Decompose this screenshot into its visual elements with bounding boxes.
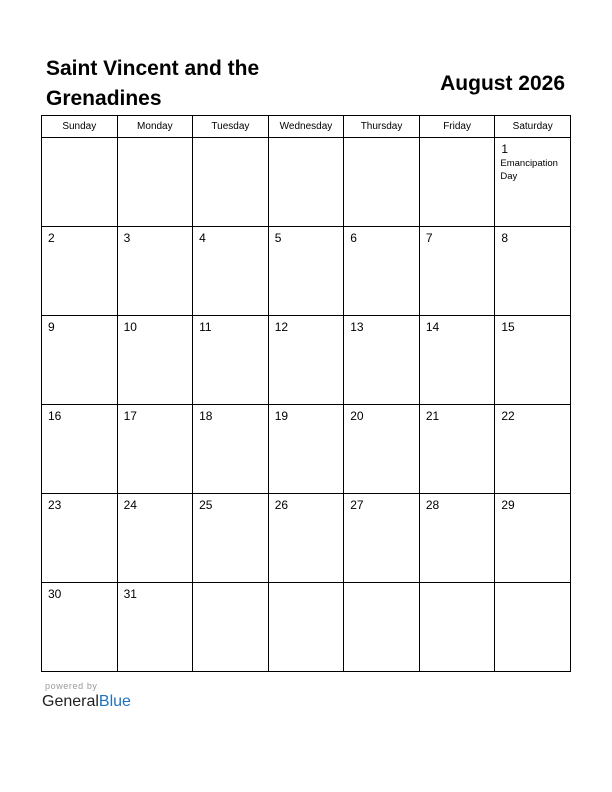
day-number: 18: [199, 409, 213, 423]
brand-general-text: General: [42, 693, 99, 710]
day-number: 17: [123, 409, 137, 423]
day-number: 12: [274, 320, 289, 334]
day-cell: [42, 405, 118, 494]
day-cell: [193, 227, 269, 316]
day-number: 28: [425, 498, 440, 512]
day-number: [193, 138, 268, 142]
day-number: 23: [48, 498, 62, 512]
day-number: 10: [123, 320, 137, 334]
day-number: [420, 583, 495, 587]
day-cell: [268, 316, 344, 405]
day-number: [420, 138, 495, 142]
empty-day-cell: [344, 138, 420, 227]
day-cell: [117, 227, 193, 316]
weekday-header: Monday: [117, 116, 193, 138]
day-cell: [495, 227, 571, 316]
day-number: 31: [123, 587, 137, 601]
day-number: [269, 583, 344, 587]
day-number: 2: [48, 231, 55, 245]
day-number: 5: [274, 231, 282, 245]
day-number: 15: [501, 320, 515, 334]
day-number: 16: [48, 409, 62, 423]
day-number: 22: [501, 409, 515, 423]
day-number: [344, 138, 419, 142]
day-number: [118, 138, 193, 142]
day-cell: [193, 494, 269, 583]
day-cell: [117, 316, 193, 405]
weekday-header: Friday: [419, 116, 495, 138]
day-cell: [419, 405, 495, 494]
day-number: 6: [350, 231, 357, 245]
month-year-label: August 2026: [440, 72, 565, 95]
weekday-header: Saturday: [495, 116, 571, 138]
week-row: [42, 405, 571, 494]
week-row: [42, 227, 571, 316]
day-number: 4: [199, 231, 206, 245]
day-number: 29: [501, 498, 515, 512]
calendar-title: Saint Vincent and the Grenadines: [46, 57, 260, 110]
day-number: [193, 583, 268, 587]
weekday-header: Tuesday: [193, 116, 269, 138]
empty-day-cell: [42, 138, 118, 227]
day-cell: [117, 494, 193, 583]
day-number: 11: [199, 320, 212, 334]
empty-day-cell: [193, 583, 269, 672]
day-cell: [495, 316, 571, 405]
week-row: [42, 583, 571, 672]
day-number: 24: [123, 498, 137, 512]
day-cell: [495, 138, 571, 227]
day-cell: [495, 405, 571, 494]
day-cell: [419, 494, 495, 583]
week-row: [42, 316, 571, 405]
day-number: 13: [350, 320, 364, 334]
day-number: 9: [48, 320, 55, 334]
week-row: [42, 138, 571, 227]
day-number: 3: [123, 231, 131, 245]
day-number: 14: [425, 320, 440, 334]
holiday-label: Emancipation Day: [500, 158, 558, 182]
empty-day-cell: [495, 583, 571, 672]
powered-by-label: powered by: [45, 681, 98, 691]
empty-day-cell: [268, 583, 344, 672]
calendar-grid: [41, 115, 571, 672]
day-cell: [117, 405, 193, 494]
weekday-header-row: [42, 116, 571, 138]
day-cell: [268, 494, 344, 583]
day-number: 26: [274, 498, 289, 512]
day-cell: [419, 227, 495, 316]
day-cell: [495, 494, 571, 583]
day-number: 8: [501, 231, 509, 245]
day-cell: [268, 405, 344, 494]
day-cell: [117, 583, 193, 672]
week-row: [42, 494, 571, 583]
day-cell: [344, 316, 420, 405]
day-number: [344, 583, 419, 587]
day-number: 1: [501, 142, 509, 156]
empty-day-cell: [193, 138, 269, 227]
day-number: 20: [350, 409, 364, 423]
day-cell: [42, 583, 118, 672]
day-number: [42, 138, 117, 142]
brand-blue-text: Blue: [98, 693, 131, 710]
weekday-header: Sunday: [42, 116, 118, 138]
day-cell: [42, 316, 118, 405]
day-cell: [419, 316, 495, 405]
day-number: [495, 583, 570, 587]
day-number: 7: [425, 231, 433, 245]
day-cell: [344, 227, 420, 316]
day-cell: [268, 227, 344, 316]
day-cell: [193, 316, 269, 405]
day-number: 21: [425, 409, 440, 423]
weekday-header: Thursday: [344, 116, 420, 138]
day-cell: [42, 227, 118, 316]
generalblue-logo: [42, 692, 131, 712]
empty-day-cell: [268, 138, 344, 227]
footer-branding: [42, 681, 131, 712]
day-cell: [344, 405, 420, 494]
empty-day-cell: [344, 583, 420, 672]
day-cell: [193, 405, 269, 494]
empty-day-cell: [117, 138, 193, 227]
empty-day-cell: [419, 583, 495, 672]
day-number: [269, 138, 344, 142]
day-number: 27: [350, 498, 364, 512]
day-number: 30: [48, 587, 62, 601]
weekday-header: Wednesday: [268, 116, 344, 138]
day-number: 25: [199, 498, 213, 512]
day-cell: [344, 494, 420, 583]
day-cell: [42, 494, 118, 583]
day-number: 19: [274, 409, 289, 423]
empty-day-cell: [419, 138, 495, 227]
